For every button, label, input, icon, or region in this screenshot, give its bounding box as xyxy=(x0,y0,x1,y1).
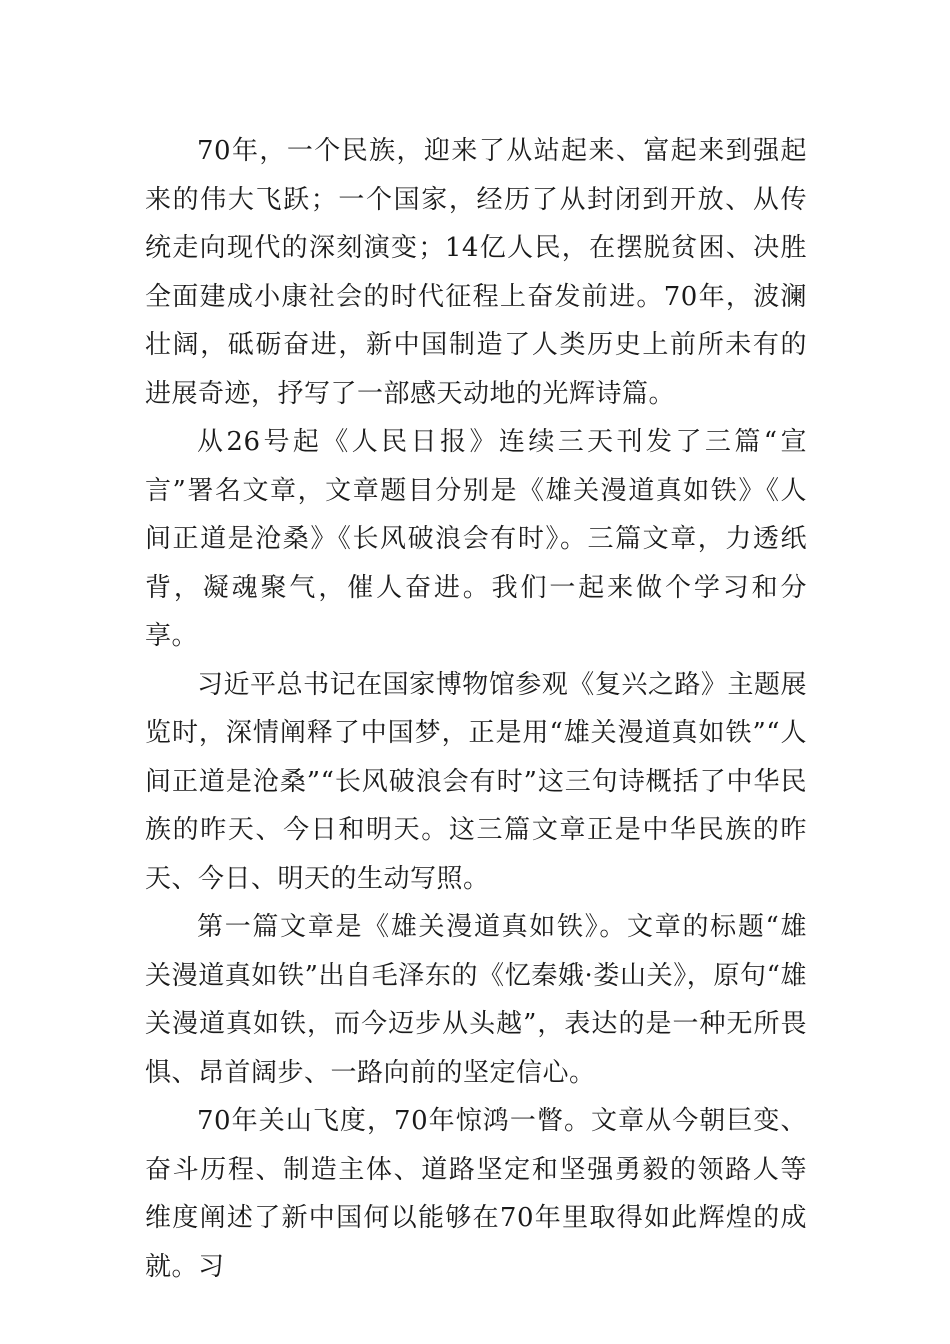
paragraph-3: 习近平总书记在国家博物馆参观《复兴之路》主题展览时，深情阐释了中国梦，正是用“雄关漫道真如铁”“人间正道是沧桑”“长风破浪会有时”这三句诗概括了中华民族的昨天、今日和明天。这三篇文章正是中华民族的昨天、今日、明天的生动写照。 xyxy=(145,669,807,894)
paragraph-2: 从26号起《人民日报》连续三天刊发了三篇“宣言”署名文章，文章题目分别是《雄关漫道真如铁》《人间正道是沧桑》《长风破浪会有时》。三篇文章，力透纸背，凝魂聚气，催人奋进。我们一起来做个学习和分享。 xyxy=(145,427,807,651)
document-body xyxy=(145,127,807,1291)
paragraph-4: 第一篇文章是《雄关漫道真如铁》。文章的标题“雄关漫道真如铁”出自毛泽东的《忆秦娥·娄山关》，原句“雄关漫道真如铁，而今迈步从头越”，表达的是一种无所畏惧、昂首阔步、一路向前的坚定信心。 xyxy=(145,912,807,1088)
paragraph-1: 70年，一个民族，迎来了从站起来、富起来到强起来的伟大飞跃；一个国家，经历了从封闭到开放、从传统走向现代的深刻演变；14亿人民，在摆脱贫困、决胜全面建成小康社会的时代征程上奋发前进。70年，波澜壮阔，砥砺奋进，新中国制造了人类历史上前所未有的进展奇迹，抒写了一部感天动地的光辉诗篇。 xyxy=(145,136,807,409)
paragraph-5: 70年关山飞度，70年惊鸿一瞥。文章从今朝巨变、奋斗历程、制造主体、道路坚定和坚强勇毅的领路人等维度阐述了新中国何以能够在70年里取得如此辉煌的成就。习 xyxy=(145,1106,807,1282)
